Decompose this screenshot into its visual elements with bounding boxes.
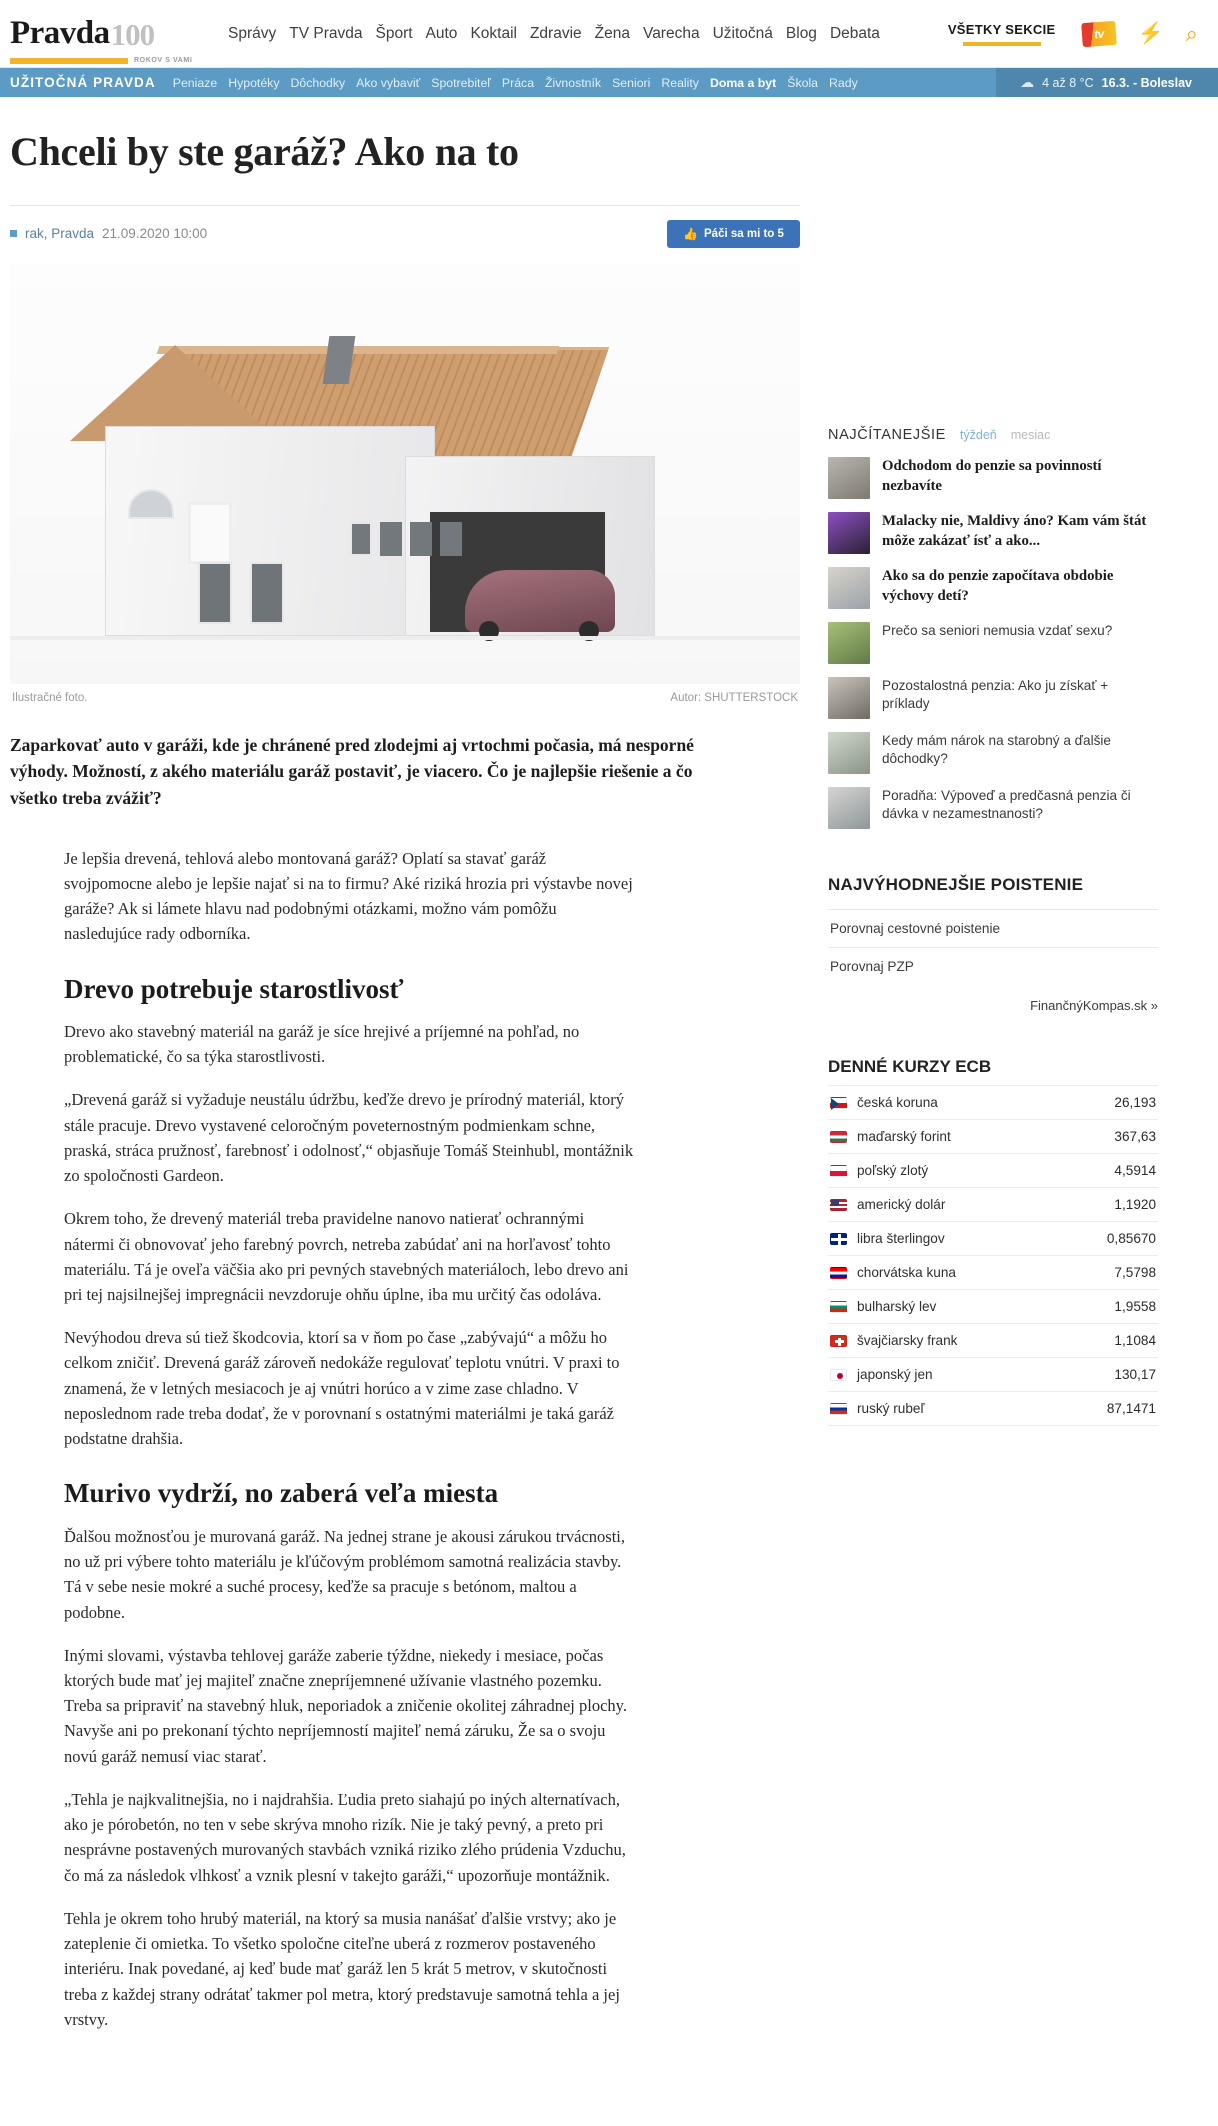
thumbnail-image xyxy=(828,457,870,499)
subnav-item-reality[interactable]: Reality xyxy=(661,75,699,90)
tv-icon[interactable] xyxy=(1081,20,1117,46)
window-illustration xyxy=(250,562,284,624)
section-brand-label: UŽITOČNÁ PRAVDA xyxy=(10,75,156,90)
currency-value: 130,17 xyxy=(1114,1367,1156,1382)
content-wrapper xyxy=(0,97,1218,2050)
article-paragraph: Drevo ako stavebný materiál na garáž je síce hrejivé a príjemné na pohľad, no problematické, čo sa týka starostlivosti. xyxy=(64,1021,580,1067)
nav-item-sport[interactable]: Šport xyxy=(375,24,413,42)
tab-month[interactable]: mesiac xyxy=(1010,428,1051,442)
exchange-rate-row xyxy=(828,1391,1158,1426)
subnav-item-ako-vybavit[interactable]: Ako vybaviť xyxy=(356,75,421,90)
most-read-header xyxy=(828,427,1158,443)
thumbnail-image xyxy=(828,732,870,774)
thumbs-up-icon: 👍 xyxy=(683,226,699,241)
thumbnail-image xyxy=(828,677,870,719)
exchange-rate-row xyxy=(828,1323,1158,1357)
currency-value: 87,1471 xyxy=(1106,1401,1156,1416)
article-paragraph: Nevýhodou dreva sú tiež škodcovia, ktorí sa v ňom po čase „zabývajú“ a môžu ho celkom zničiť. Drevená garáž zároveň nedokáže regulovať teplotu vnútri. V praxi to znamená, že v letných mesiacoch je aj vnútri horúco a v zime zase chladno. V neposlednom rade treba dodať, že v porovnaní s ostatnými materiálmi je taká garáž podstatne drahšia. xyxy=(64,1328,620,1449)
most-read-title: NAJČÍTANEJŠIE xyxy=(828,427,946,443)
search-icon[interactable]: ⌕ xyxy=(1185,20,1198,46)
nav-item-spravy[interactable]: Správy xyxy=(228,24,277,42)
hero-image xyxy=(10,264,800,684)
tab-week[interactable]: týždeň xyxy=(959,428,997,442)
site-logo[interactable] xyxy=(10,15,200,64)
most-read-item[interactable] xyxy=(828,787,1158,829)
thumbnail-image xyxy=(828,512,870,554)
article-lead: Zaparkovať auto v garáži, kde je chránené pred zlodejmi aj vrtochmi počasia, má nesporné výhody. Možností, z akého materiálu garáž postaviť, je viacero. Čo je najlepšie riešenie a čo všetko treba zvážiť? xyxy=(10,734,694,808)
exchange-rate-row xyxy=(828,1255,1158,1289)
most-read-item[interactable] xyxy=(828,512,1158,554)
exchange-rate-row xyxy=(828,1289,1158,1323)
subnav-item-doma-a-byt[interactable]: Doma a byt xyxy=(709,75,777,90)
hero-caption-text: Ilustračné foto. xyxy=(12,691,88,704)
most-read-item[interactable] xyxy=(828,677,1158,719)
nav-item-blog[interactable]: Blog xyxy=(785,24,817,42)
exchange-rate-row xyxy=(828,1187,1158,1221)
window-row-illustration xyxy=(350,522,372,556)
currency-value: 1,9558 xyxy=(1114,1299,1156,1314)
door-illustration xyxy=(188,502,232,564)
sidebar xyxy=(828,97,1158,2050)
site-header xyxy=(0,0,1218,68)
subnav-item-spotrebitel[interactable]: Spotrebiteľ xyxy=(431,75,491,90)
nav-item-tv-pravda[interactable]: TV Pravda xyxy=(289,24,363,42)
subnav-item-seniori[interactable]: Seniori xyxy=(612,75,651,90)
all-sections-label: VŠETKY SEKCIE xyxy=(947,21,1056,37)
subnav-item-rady[interactable]: Rady xyxy=(829,75,858,90)
section-navigation xyxy=(0,68,1218,97)
article-paragraph: „Drevená garáž si vyžaduje neustálu údržbu, keďže drevo je prírodný materiál, ktorý stále pracuje. Drevo vystavené celoročným poveternostným podmienkam schne, praská, stráca pružnosť, farebnosť i odolnosť,“ objasňuje Tomáš Steinhubl, montážnik zo spoločnosti Gardeon. xyxy=(64,1090,634,1186)
exchange-rate-row xyxy=(828,1221,1158,1255)
insurance-block xyxy=(828,875,1158,1013)
title-divider xyxy=(10,205,800,206)
subnav-item-hypoteky[interactable]: Hypotéky xyxy=(228,75,280,90)
article-subheading: Murivo vydrží, no zaberá veľa miesta xyxy=(64,1478,499,1509)
nav-item-uzitocna[interactable]: Užitočná xyxy=(712,24,773,42)
flag-japan-icon xyxy=(830,1369,847,1381)
logo-tagline: ROKOV S VAMI xyxy=(134,57,193,64)
nav-item-varecha[interactable]: Varecha xyxy=(643,24,700,42)
insurance-link-travel[interactable]: Porovnaj cestovné poistenie xyxy=(828,909,1158,947)
hero-caption-credit: Autor: SHUTTERSTOCK xyxy=(670,691,798,704)
thumbnail-image xyxy=(828,622,870,664)
like-button[interactable] xyxy=(667,220,800,248)
subnav-item-praca[interactable]: Práca xyxy=(501,75,535,90)
flag-czech-icon xyxy=(830,1097,847,1109)
byline xyxy=(10,220,800,248)
insurance-partner-link[interactable]: FinančnýKompas.sk » xyxy=(1030,998,1158,1013)
most-read-item-title: Pozostalostná penzia: Ako ju získať + príklady xyxy=(882,678,1109,712)
flag-bulgaria-icon xyxy=(830,1301,847,1313)
most-read-item-title: Ako sa do penzie započítava obdobie výchovy detí? xyxy=(882,568,1114,604)
window-illustration xyxy=(198,562,232,624)
currency-value: 4,5914 xyxy=(1114,1163,1156,1178)
exchange-rate-row xyxy=(828,1119,1158,1153)
article-paragraph: Okrem toho, že drevený materiál treba pravidelne nanovo natierať ochrannými nátermi či obnovovať jeho farebný povrch, netreba zabúdať ani na horľavosť tohto materiálu. Tá je oveľa väčšia ako pri pevných stavebných materiáloch, lebo drevo ani pri tej najsilnejšej impregnácii nevzdoruje ohňu úplne, iba mu určitý čas odoláva. xyxy=(64,1209,629,1305)
main-navigation xyxy=(228,25,938,43)
currency-name: česká koruna xyxy=(857,1095,938,1110)
hero-figure xyxy=(10,264,800,704)
article-datetime: 21.09.2020 10:00 xyxy=(102,226,208,242)
subnav-item-dochodky[interactable]: Dôchodky xyxy=(290,75,346,90)
thumbnail-image xyxy=(828,567,870,609)
subnav-item-skola[interactable]: Škola xyxy=(787,75,819,90)
byline-marker-icon xyxy=(10,230,17,237)
logo-rule xyxy=(10,58,128,64)
article-paragraph: Ďalšou možnosťou je murovaná garáž. Na jednej strane je akousi zárukou trvácnosti, no už pri výbere tohto materiálu je kľúčovým problémom samotná realizácia stavby. Tá v sebe nesie mokré a suché procesy, keďže sa pracuje s betónom, maltou a podobne. xyxy=(64,1526,625,1622)
article-paragraph: Je lepšia drevená, tehlová alebo montovaná garáž? Oplatí sa stavať garáž svojpomocne alebo je lepšie najať si na to firmu? Aké riziká hrozia pri výstavbe novej garáže? Ak si lámete hlavu nad podobnými otázkami, možno vám pomôžu nasledujúce rady odborníka. xyxy=(64,848,633,944)
article-paragraph: Inými slovami, výstavba tehlovej garáže zaberie týždne, niekedy i mesiace, počas ktorých bude mať jej majiteľ značne znepríjemnené užívanie vlastného pozemku. Treba sa pripraviť na stavebný hluk, neporiadok a zničenie okolitej záhradnej plochy. Navyše ani po prekonaní týchto nepríjemností majiteľ nemá záruku, Že sa o svoju novú garáž nemusí viac starať. xyxy=(64,1645,627,1766)
tv-icon-label: tv xyxy=(1093,26,1104,41)
article-column xyxy=(10,97,800,2050)
currency-name: americký dolár xyxy=(857,1197,946,1212)
weather-temperature: 4 až 8 °C xyxy=(1042,75,1094,90)
hero-caption xyxy=(10,684,800,704)
header-icon-group xyxy=(1082,22,1204,46)
subnav-item-peniaze[interactable]: Peniaze xyxy=(172,75,218,90)
article-paragraph: „Tehla je najkvalitnejšia, no i najdrahšia. Ľudia preto siahajú po iných alternatívach, ako je pórobetón, no ten v sebe skrýva mnoho rizík. Nie je taký pevný, a preto pri nesprávne postavených murovaných stavbách vzniká riziko zlého prúdenia Vzduchu, čo má za následok vlhkosť a vznik plesní v takejto garáži,“ upozorňuje montážnik. xyxy=(64,1789,626,1885)
currency-value: 1,1920 xyxy=(1114,1197,1156,1212)
page-title: Chceli by ste garáž? Ako na to xyxy=(10,129,519,174)
weather-location: 16.3. - Boleslav xyxy=(1101,75,1192,90)
most-read-item-title: Prečo sa seniori nemusia vzdať sexu? xyxy=(882,623,1113,638)
car-illustration xyxy=(465,570,615,632)
most-read-item[interactable] xyxy=(828,732,1158,774)
exchange-rate-row xyxy=(828,1357,1158,1391)
nav-item-zena[interactable]: Žena xyxy=(594,24,630,42)
exchange-rates-block xyxy=(828,1057,1158,1426)
like-button-label: Páči sa mi to 5 xyxy=(704,227,784,240)
currency-name: maďarský forint xyxy=(857,1129,951,1144)
currency-value: 7,5798 xyxy=(1114,1265,1156,1280)
most-read-item-title: Kedy mám nárok na starobný a ďalšie dôchodky? xyxy=(882,733,1111,767)
all-sections-button[interactable] xyxy=(948,22,1056,46)
logo-tagline-group xyxy=(10,57,200,64)
nav-item-koktail[interactable]: Koktail xyxy=(470,24,517,42)
all-sections-underline xyxy=(963,42,1041,46)
exchange-rate-row xyxy=(828,1153,1158,1187)
logo-wordmark: Pravda xyxy=(10,15,110,51)
currency-name: libra šterlingov xyxy=(857,1231,945,1246)
cloud-icon: ☁ xyxy=(1020,74,1035,90)
currency-name: ruský rubeľ xyxy=(857,1401,925,1416)
most-read-item[interactable] xyxy=(828,567,1158,609)
currency-name: švajčiarsky frank xyxy=(857,1333,958,1348)
currency-name: japonský jen xyxy=(857,1367,933,1382)
most-read-item-title: Malacky nie, Maldivy áno? Kam vám štát môže zakázať ísť a ako... xyxy=(882,513,1147,549)
currency-value: 367,63 xyxy=(1114,1129,1156,1144)
thumbnail-image xyxy=(828,787,870,829)
currency-value: 0,85670 xyxy=(1106,1231,1156,1246)
flag-usa-icon xyxy=(830,1199,847,1211)
most-read-item[interactable] xyxy=(828,457,1158,499)
article-body xyxy=(10,846,634,2032)
exchange-rate-row xyxy=(828,1085,1158,1119)
flag-poland-icon xyxy=(830,1165,847,1177)
nav-item-auto[interactable]: Auto xyxy=(425,24,458,42)
currency-value: 26,193 xyxy=(1114,1095,1156,1110)
insurance-title: NAJVÝHODNEJŠIE POISTENIE xyxy=(828,875,1084,894)
article-paragraph: Tehla je okrem toho hrubý materiál, na ktorý sa musia nanášať ďalšie vrstvy; ako je zateplenie či omietka. To všetko spoločne citeľne uberá z rozmerov postaveného interiéru. Inak povedané, aj keď bude mať garáž len 5 krát 5 metrov, v skutočnosti treba z každej strany odrátať takmer pol metra, ktorý predstavuje samotná tehla a jej vrstvy. xyxy=(64,1908,620,2029)
subnav-item-zivnostnik[interactable]: Živnostník xyxy=(545,75,602,90)
currency-name: poľský zlotý xyxy=(857,1163,929,1178)
nav-item-zdravie[interactable]: Zdravie xyxy=(529,24,582,42)
currency-name: bulharský lev xyxy=(857,1299,937,1314)
exchange-rates-title: DENNÉ KURZY ECB xyxy=(828,1057,992,1076)
currency-name: chorvátska kuna xyxy=(857,1265,956,1280)
article-author[interactable]: rak, Pravda xyxy=(25,226,95,242)
most-read-item-title: Odchodom do penzie sa povinností nezbavíte xyxy=(882,458,1102,494)
most-read-item[interactable] xyxy=(828,622,1158,664)
currency-value: 1,1084 xyxy=(1114,1333,1156,1348)
nav-item-debata[interactable]: Debata xyxy=(829,24,880,42)
insurance-link-pzp[interactable]: Porovnaj PZP xyxy=(828,947,1158,985)
flag-russia-icon xyxy=(830,1403,847,1415)
ground-line xyxy=(10,636,800,640)
lightning-icon[interactable]: ⚡ xyxy=(1137,22,1164,45)
flag-croatia-icon xyxy=(830,1267,847,1279)
flag-switzerland-icon xyxy=(830,1335,847,1347)
flag-uk-icon xyxy=(830,1233,847,1245)
weather-widget[interactable] xyxy=(996,68,1218,97)
flag-hungary-icon xyxy=(830,1131,847,1143)
most-read-item-title: Poradňa: Výpoveď a predčasná penzia či dávka v nezamestnanosti? xyxy=(882,788,1131,822)
logo-anniversary: 100 xyxy=(110,17,155,52)
article-subheading: Drevo potrebuje starostlivosť xyxy=(64,973,404,1004)
